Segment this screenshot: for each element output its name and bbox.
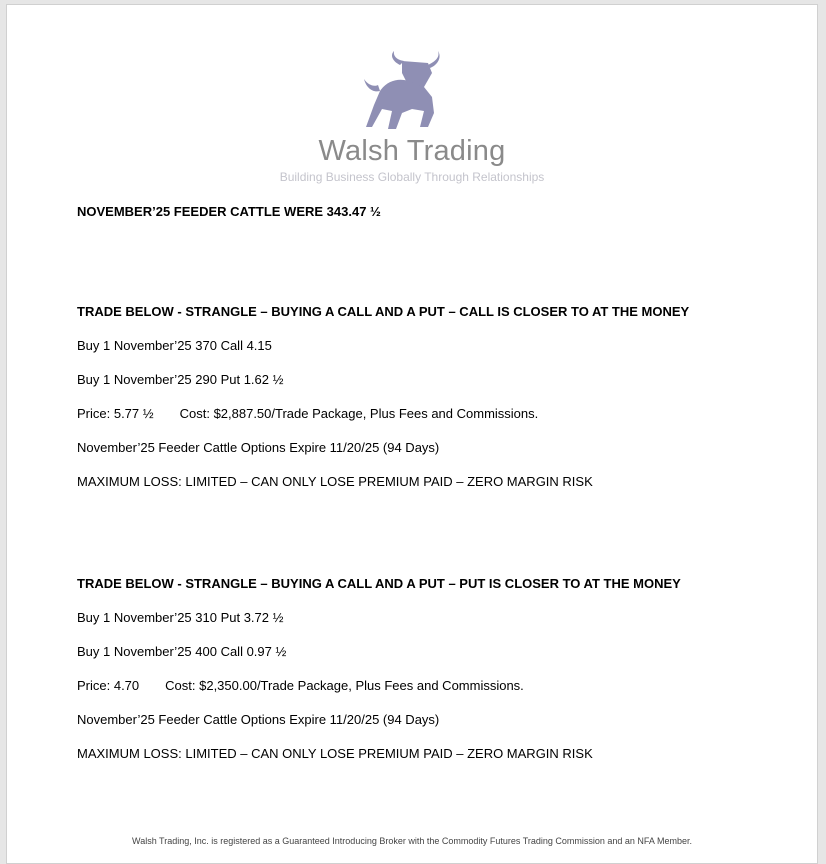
- trade1-price: Price: 5.77 ½: [77, 406, 154, 421]
- trade2-cost: Cost: $2,350.00/Trade Package, Plus Fees and Commissions.: [165, 678, 524, 693]
- trade2-expiry: November’25 Feeder Cattle Options Expire 11/20/25 (94 Days): [77, 712, 440, 727]
- trade1-max-loss: MAXIMUM LOSS: LIMITED – CAN ONLY LOSE PREMIUM PAID – ZERO MARGIN RISK: [77, 474, 593, 489]
- trade1-price-row: [77, 406, 538, 421]
- bull-icon: [362, 51, 462, 133]
- logo: [7, 51, 817, 133]
- trade2-leg1: Buy 1 November’25 310 Put 3.72 ½: [77, 610, 284, 625]
- trade1-expiry: November’25 Feeder Cattle Options Expire 11/20/25 (94 Days): [77, 440, 440, 455]
- trade2-leg2: Buy 1 November’25 400 Call 0.97 ½: [77, 644, 287, 659]
- trade2-price-row: [77, 678, 524, 693]
- company-name: Walsh Trading: [318, 135, 506, 167]
- trade1-leg2: Buy 1 November’25 290 Put 1.62 ½: [77, 372, 284, 387]
- document-page: [6, 4, 818, 864]
- trade1-heading: TRADE BELOW - STRANGLE – BUYING A CALL AND A PUT – CALL IS CLOSER TO AT THE MONEY: [77, 304, 690, 319]
- footer-disclaimer: Walsh Trading, Inc. is registered as a Guaranteed Introducing Broker with the Commodity Futures Trading Commission and an NFA Member.: [132, 836, 692, 846]
- trade2-max-loss: MAXIMUM LOSS: LIMITED – CAN ONLY LOSE PREMIUM PAID – ZERO MARGIN RISK: [77, 746, 593, 761]
- intro-line: NOVEMBER’25 FEEDER CATTLE WERE 343.47 ½: [77, 204, 381, 219]
- tagline: Building Business Globally Through Relationships: [279, 170, 545, 184]
- trade1-cost: Cost: $2,887.50/Trade Package, Plus Fees and Commissions.: [179, 406, 539, 421]
- trade2-price: Price: 4.70: [77, 678, 140, 693]
- trade2-heading: TRADE BELOW - STRANGLE – BUYING A CALL AND A PUT – PUT IS CLOSER TO AT THE MONEY: [77, 576, 681, 591]
- trade1-leg1: Buy 1 November’25 370 Call 4.15: [77, 338, 272, 353]
